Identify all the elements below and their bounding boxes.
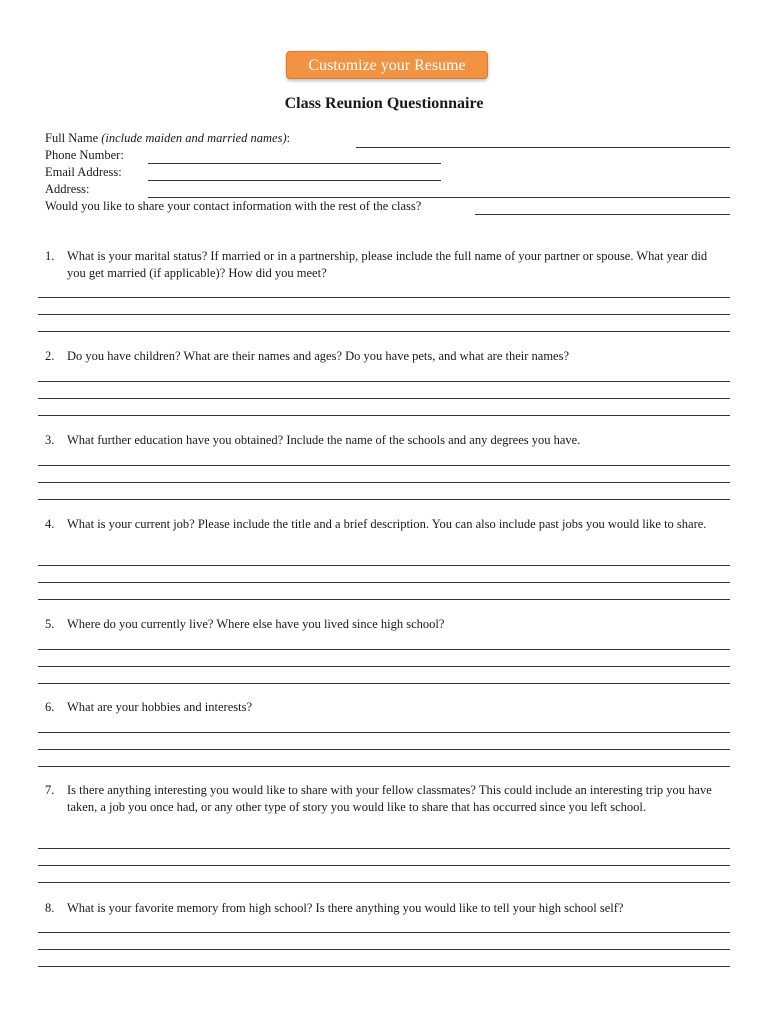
question-7-answer-line-1[interactable]: [38, 848, 730, 849]
question-7-answer-line-2[interactable]: [38, 865, 730, 866]
question-5-answer-line-2[interactable]: [38, 666, 730, 667]
question-5-answer-line-1[interactable]: [38, 649, 730, 650]
question-8-text: What is your favorite memory from high school? Is there anything you would like to tell your high school self?: [67, 901, 624, 915]
question-1-answer-line-2[interactable]: [38, 314, 730, 315]
address-label: Address:: [45, 182, 90, 196]
phone-field[interactable]: [148, 163, 441, 164]
question-3-text: What further education have you obtained? Include the name of the schools and any degrees you have.: [67, 433, 581, 447]
full-name-label-text: Full Name: [45, 131, 99, 145]
question-3-answer-line-1[interactable]: [38, 465, 730, 466]
phone-label: Phone Number:: [45, 148, 124, 162]
page-title: Class Reunion Questionnaire: [284, 95, 484, 112]
question-5-text: Where do you currently live? Where else have you lived since high school?: [67, 617, 445, 631]
question-4-text: What is your current job? Please include the title and a brief description. You can also include past jobs you would like to share.: [67, 517, 707, 531]
question-1-answer-line-1[interactable]: [38, 297, 730, 298]
question-3-answer-line-3[interactable]: [38, 499, 730, 500]
question-2-answer-line-2[interactable]: [38, 398, 730, 399]
question-3-answer-line-2[interactable]: [38, 482, 730, 483]
question-8-answer-line-2[interactable]: [38, 949, 730, 950]
full-name-colon: :: [286, 131, 291, 145]
question-5-answer-line-3[interactable]: [38, 683, 730, 684]
question-1-text: What is your marital status? If married or in a partnership, please include the full name of your partner or spouse. What year did you get married (if applicable)? How did you meet?: [67, 249, 708, 280]
question-8-answer-line-3[interactable]: [38, 966, 730, 967]
question-3-number: 3.: [45, 433, 55, 447]
customize-resume-button[interactable]: Customize your Resume: [286, 51, 488, 79]
question-4-number: 4.: [45, 517, 55, 531]
question-1-number: 1.: [45, 249, 55, 263]
email-field[interactable]: [148, 180, 441, 181]
question-6-answer-line-3[interactable]: [38, 766, 730, 767]
question-7-text: Is there anything interesting you would like to share with your fellow classmates? This could include an interesting trip you have taken, a job you once had, or any other type of story you would like to share that has occurred since you left school.: [67, 783, 712, 814]
question-4-answer-line-1[interactable]: [38, 565, 730, 566]
share-contact-field[interactable]: [475, 214, 730, 215]
question-2-number: 2.: [45, 349, 55, 363]
question-6-answer-line-2[interactable]: [38, 749, 730, 750]
share-contact-label: Would you like to share your contact information with the rest of the class?: [45, 199, 422, 213]
question-7-answer-line-3[interactable]: [38, 882, 730, 883]
email-label: Email Address:: [45, 165, 122, 179]
question-2-answer-line-1[interactable]: [38, 381, 730, 382]
question-8-answer-line-1[interactable]: [38, 932, 730, 933]
question-6-number: 6.: [45, 700, 55, 714]
question-2-text: Do you have children? What are their names and ages? Do you have pets, and what are their names?: [67, 349, 570, 363]
question-4-answer-line-3[interactable]: [38, 599, 730, 600]
question-7-number: 7.: [45, 783, 55, 797]
question-4-answer-line-2[interactable]: [38, 582, 730, 583]
question-2-answer-line-3[interactable]: [38, 415, 730, 416]
question-5-number: 5.: [45, 617, 55, 631]
full-name-note: (include maiden and married names): [101, 131, 287, 145]
question-1-answer-line-3[interactable]: [38, 331, 730, 332]
full-name-field[interactable]: [356, 147, 730, 148]
full-name-label: [45, 130, 290, 147]
question-8-number: 8.: [45, 901, 55, 915]
question-6-answer-line-1[interactable]: [38, 732, 730, 733]
question-6-text: What are your hobbies and interests?: [67, 700, 253, 714]
